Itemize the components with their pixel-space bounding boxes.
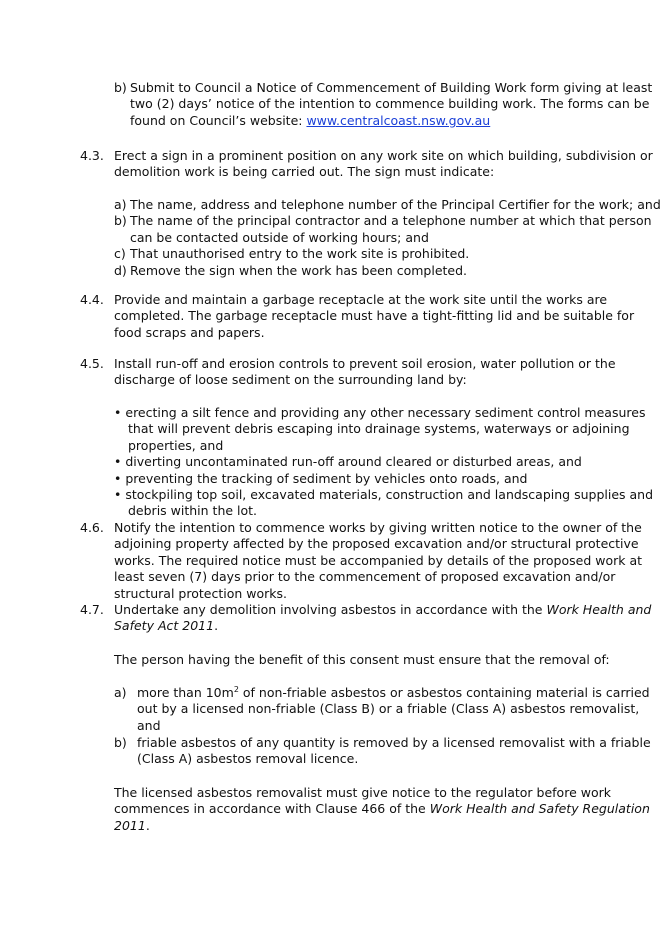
text-line: properties, and [128, 437, 224, 453]
text-line [114, 818, 650, 834]
bullet-item [114, 471, 653, 487]
text-line: The person having the benefit of this consent must ensure that the removal of: [114, 652, 610, 667]
text-line: and [137, 717, 161, 733]
text-line: Remove the sign when the work has been completed. [130, 262, 468, 278]
regulation-title-italic: Work Health and Safety Regulation [429, 801, 650, 817]
text-line: friable asbestos of any quantity is removed by a licensed removalist with a friable [137, 735, 651, 750]
item-marker: c) [114, 246, 126, 262]
asbestos-item-a [114, 685, 650, 734]
list-item [114, 197, 661, 213]
text-line: Erect a sign in a prominent position on any work site on which building, subdivision or [114, 148, 653, 163]
text-line [114, 618, 651, 634]
text-line: Submit to Council a Notice of Commencement of Building Work form giving at least [130, 80, 653, 95]
item-b-commencement-notice [114, 80, 652, 129]
text-line: can be contacted outside of working hours; and [130, 229, 429, 245]
text-fragment: commences in accordance with Clause 466 of the [114, 801, 430, 817]
item-marker: d) [114, 262, 127, 278]
council-website-link[interactable]: www.centralcoast.nsw.gov.au [306, 112, 491, 128]
regulation-title-italic: 2011 [114, 817, 146, 833]
condition-4-6 [80, 520, 642, 602]
item-marker: b) [114, 735, 127, 750]
asbestos-item-b [114, 735, 651, 768]
item-marker: b) [114, 80, 127, 95]
asbestos-notice-paragraph [114, 785, 650, 834]
sign-requirements-list [114, 197, 661, 279]
superscript: 2 [233, 685, 239, 694]
condition-number: 4.7. [80, 602, 104, 617]
bullet-item [114, 454, 653, 470]
text-line: The licensed asbestos removalist must give notice to the regulator before work [114, 785, 611, 800]
bullet-item [114, 487, 653, 520]
erosion-controls-list [114, 405, 653, 520]
act-title-italic: Safety Act 2011 [114, 618, 215, 634]
act-title-italic: Work Health and [546, 602, 652, 617]
text-line: The name of the principal contractor and a telephone number at which that person [130, 213, 652, 229]
text-line [114, 801, 650, 817]
asbestos-removal-intro [114, 652, 610, 668]
condition-4-4 [80, 292, 634, 341]
list-item [114, 246, 661, 262]
text-fragment: . [145, 817, 150, 833]
item-marker: a) [114, 685, 127, 700]
condition-number: 4.4. [80, 292, 104, 307]
list-item [114, 263, 661, 279]
text-line: • stockpiling top soil, excavated materials, construction and landscaping supplies and [114, 487, 653, 503]
text-line [130, 113, 652, 129]
text-fragment: Undertake any demolition involving asbestos in accordance with the [114, 602, 547, 617]
text-fragment: of non-friable asbestos or asbestos containing material is carried [238, 685, 650, 700]
condition-4-7 [80, 602, 651, 635]
text-line: (Class A) asbestos removal licence. [137, 751, 359, 767]
text-line: out by a licensed non-friable (Class B) or a friable (Class A) asbestos removalist, [137, 701, 640, 717]
condition-number: 4.6. [80, 520, 104, 535]
text-line: • preventing the tracking of sediment by vehicles onto roads, and [114, 471, 653, 487]
condition-4-3 [80, 148, 653, 181]
text-line [114, 602, 651, 618]
text-line: debris within the lot. [128, 503, 258, 519]
text-line: adjoining property affected by the proposed excavation and/or structural protective [114, 536, 639, 552]
text-line: • erecting a silt fence and providing any other necessary sediment control measures [114, 405, 653, 421]
text-line: food scraps and papers. [114, 324, 265, 340]
text-fragment: more than 10m [137, 685, 234, 700]
condition-number: 4.3. [80, 148, 104, 163]
text-line: discharge of loose sediment on the surrounding land by: [114, 372, 467, 388]
bullet-item [114, 405, 653, 454]
text-line: • diverting uncontaminated run-off around cleared or disturbed areas, and [114, 454, 653, 470]
condition-number: 4.5. [80, 356, 104, 371]
text-line: least seven (7) days prior to the commencement of proposed excavation and/or [114, 569, 616, 585]
text-line: The name, address and telephone number of the Principal Certifier for the work; and [130, 197, 661, 212]
list-item [114, 213, 661, 246]
condition-4-5 [80, 356, 616, 389]
text-fragment: . [214, 618, 219, 634]
text-line: that will prevent debris escaping into drainage systems, waterways or adjoining [128, 421, 630, 437]
text-line: structural protection works. [114, 585, 287, 601]
text-fragment: found on Council’s website: [130, 112, 307, 128]
text-line: Notify the intention to commence works by giving written notice to the owner of the [114, 520, 642, 535]
text-line: Install run-off and erosion controls to prevent soil erosion, water pollution or the [114, 356, 616, 371]
text-line: That unauthorised entry to the work site is prohibited. [130, 246, 470, 262]
item-marker: b) [114, 213, 127, 229]
text-line: completed. The garbage receptacle must have a tight-fitting lid and be suitable for [114, 308, 635, 324]
text-line [137, 685, 650, 701]
text-line: two (2) days’ notice of the intention to commence building work. The forms can be [130, 96, 650, 112]
text-line: Provide and maintain a garbage receptacle at the work site until the works are [114, 292, 608, 307]
item-marker: a) [114, 197, 127, 212]
text-line: demolition work is being carried out. The sign must indicate: [114, 164, 495, 180]
text-line: works. The required notice must be accompanied by details of the proposed work at [114, 552, 643, 568]
